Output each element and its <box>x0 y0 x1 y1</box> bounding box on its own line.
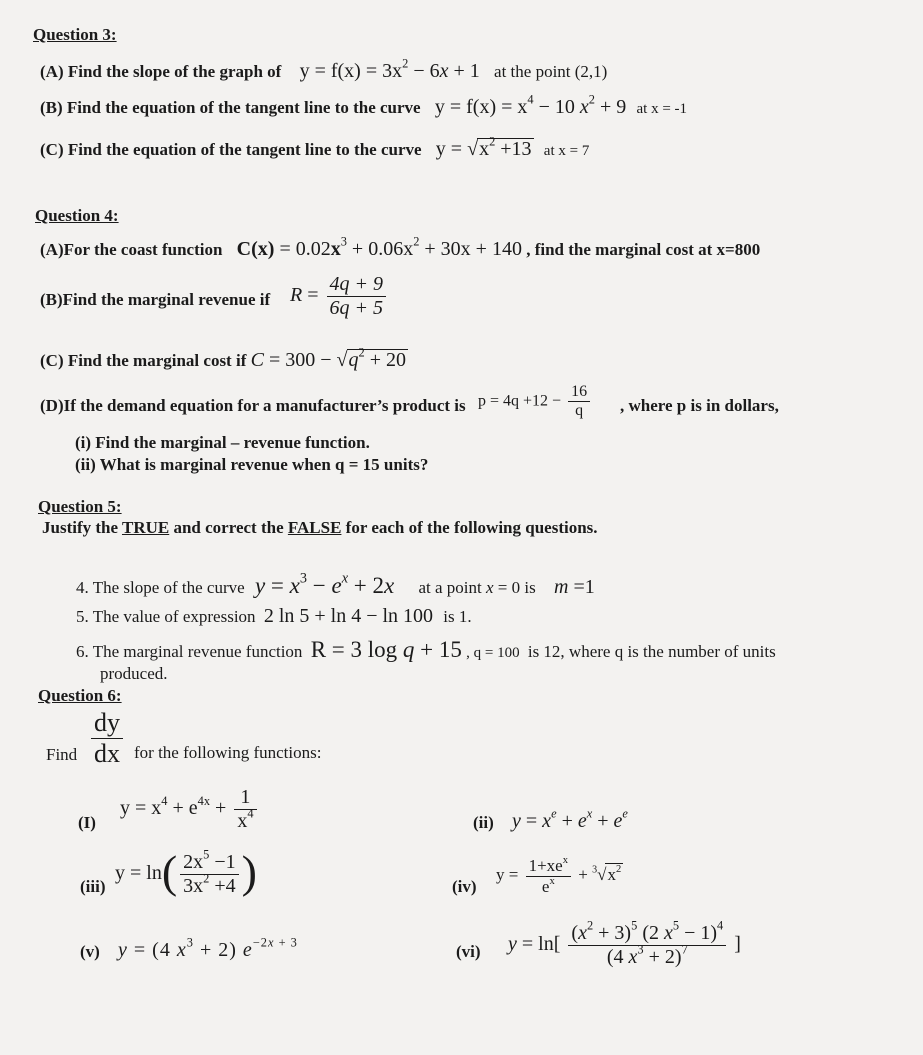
q5-instr-pre: Justify the <box>42 518 122 537</box>
q6-vi-label: (vi) <box>456 942 481 961</box>
q6-find: Find <box>46 745 78 764</box>
q5-instr-mid: and correct the <box>169 518 288 537</box>
q5-item-5 <box>76 606 472 627</box>
q6-dydx: $\frac{dy}{dx}$ <box>88 708 126 769</box>
q5-instructions <box>42 518 598 538</box>
q4-a-text: For the coast function <box>63 240 223 259</box>
q3-part-c <box>40 134 590 161</box>
q5-item6-tail: is 12, where q is the number of units <box>527 642 776 661</box>
q3-b-label: (B) <box>40 98 63 117</box>
q6-i-label: (I) <box>78 813 96 832</box>
q3-a-tail: at the point (2,1) <box>494 62 608 81</box>
q6-v-label: (v) <box>80 942 100 961</box>
q4-b-formula: R = $\frac{4q + 9}{6q + 5}$ <box>290 273 389 320</box>
q5-item4-slope: m =1 <box>553 576 595 598</box>
q6-iii-label: (iii) <box>80 877 106 896</box>
q4-a-formula: $C(x) = 0.02x^3 + 0.06x^2 + 30x + 140$ <box>236 234 522 260</box>
q3-b-text: Find the equation of the tangent line to the curve <box>66 98 421 117</box>
q3-c-label: (C) <box>40 140 64 159</box>
q5-item5-formula: 2 ln 5 + ln 4 − ln 100 <box>263 605 434 627</box>
q5-item-4 <box>76 570 595 598</box>
q4-b-label: (B) <box>40 290 63 309</box>
q6-vi-formula: y = ln[ $\frac{(x^2 + 3)^5 (2 x^5 - 1)^4}{(4 x^3 + 2)^7}$ ] <box>508 918 741 968</box>
q3-b-formula: $y = f(x) = x^4 - 10$ $x^2 + 9$ <box>434 92 627 118</box>
q4-part-c <box>40 345 408 371</box>
q4-part-b <box>40 290 270 310</box>
q6-iv-formula: y = $\frac{1+xe^x}{e^x}$ + $^3√x^2$ <box>496 855 622 896</box>
q3-c-tail: at x = 7 <box>543 143 590 159</box>
q3-b-tail: at x = -1 <box>636 101 688 117</box>
q4-c-formula: $C = 300 - √q^2 + 20$ <box>250 345 406 371</box>
q5-instr-post: for each of the following questions. <box>341 518 598 537</box>
q5-item4-point: x = 0 <box>486 578 521 597</box>
q4-d-i: (i) Find the marginal – revenue function. <box>75 433 370 452</box>
q5-instr-false: FALSE <box>287 518 342 537</box>
q6-i-formula: $y = x^4 + e^{4x}$ + $\frac{1}{x^4}$ <box>120 786 260 833</box>
q4-b-text: Find the marginal revenue if <box>62 290 271 309</box>
q4-d-tail: , where p is in dollars, <box>620 396 779 415</box>
q3-a-formula: $y = f(x) = 3x^2 - 6x + 1$ <box>299 56 480 82</box>
q5-item6-text: 6. The marginal revenue function <box>76 642 303 661</box>
q3-a-text: Find the slope of the graph of <box>67 62 282 81</box>
q5-instr-true: TRUE <box>121 518 170 537</box>
q4-a-label: (A) <box>40 240 64 259</box>
q4-part-d <box>40 396 466 416</box>
q5-item6-formula: R = 3 log q + 15 <box>310 637 462 662</box>
q5-item4-text: 4. The slope of the curve <box>76 578 245 597</box>
q3-part-a <box>40 56 608 82</box>
q6-ii-formula: $y = x^e + e^x + e^e$ <box>512 806 628 832</box>
q3-c-text: Find the equation of the tangent line to the curve <box>67 140 422 159</box>
q5-item6-cont: produced. <box>100 664 168 683</box>
q5-item5-tail: is 1. <box>443 607 472 626</box>
q3-c-formula: $y = √x^2 +13$ <box>435 134 532 160</box>
q4-d-ii: (ii) What is marginal revenue when q = 15 units? <box>75 455 429 474</box>
q5-item4-formula: $y = x^3 - e^x + 2x$ <box>254 570 395 598</box>
q6-iii-formula: y = ln( $\frac{2x^5 -1}{3x^2 +4}$ ) <box>115 845 257 897</box>
q3-part-b <box>40 92 688 119</box>
q5-item4-is: is <box>524 578 536 597</box>
question-5-title: Question 5: <box>38 497 122 516</box>
q5-item4-mid: at a point <box>418 578 482 597</box>
q4-c-text: Find the marginal cost if <box>67 351 247 370</box>
q6-v-formula: y = (4 $x^3 + 2$) $e^{-2x + 3}$ <box>118 935 298 961</box>
question-3-title: Question 3: <box>33 25 117 44</box>
q4-part-a <box>40 234 761 260</box>
q5-item-6 <box>76 637 776 663</box>
question-6-title: Question 6: <box>38 686 122 705</box>
q6-iv-label: (iv) <box>452 877 477 896</box>
q6-ii-label: (ii) <box>473 813 494 832</box>
q3-a-label: (A) <box>40 62 64 81</box>
q4-c-label: (C) <box>40 351 64 370</box>
q5-item5-text: 5. The value of expression <box>76 607 256 626</box>
q4-d-text: If the demand equation for a manufacturer’s product is <box>63 396 466 415</box>
question-4-title: Question 4: <box>35 206 119 225</box>
q4-d-formula: p = 4q +12 − $\frac{16}{q}$ <box>478 383 593 421</box>
q4-d-label: (D) <box>40 396 64 415</box>
q6-for-text: for the following functions: <box>134 743 322 762</box>
q4-a-tail: , find the marginal cost at x=800 <box>526 240 761 259</box>
q5-item6-q: , q = 100 <box>466 645 520 661</box>
